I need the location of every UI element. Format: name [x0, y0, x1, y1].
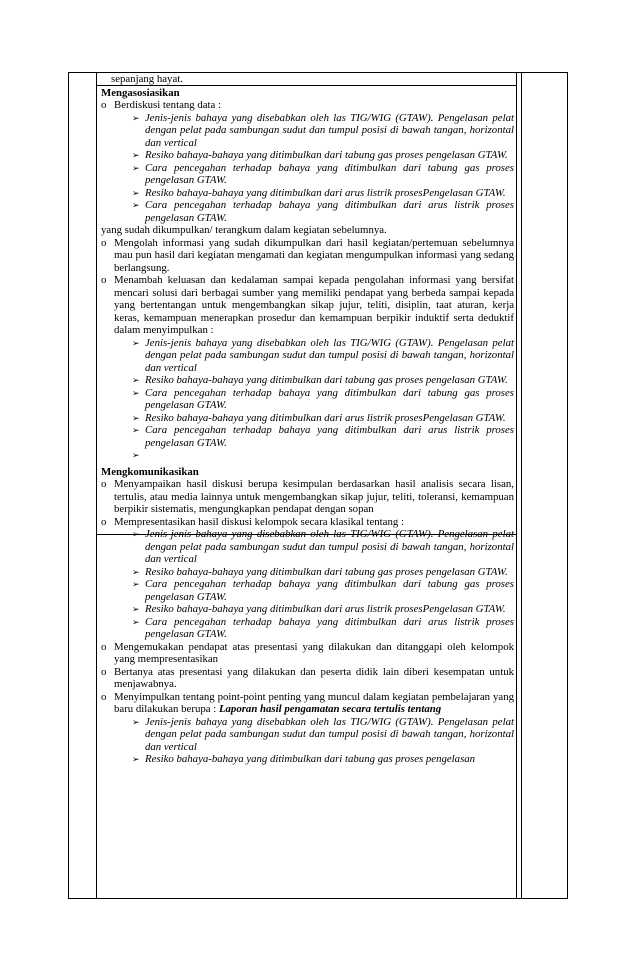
report-title: Laporan hasil pengamatan secara tertulis tentang — [218, 703, 442, 715]
arrow-list-item: ➢ Resiko bahaya-bahaya yang ditimbulkan dari arus listrik prosesPengelasan GTAW. — [132, 411, 506, 424]
arrow-list-item: ➢ Resiko bahaya-bahaya yang ditimbulkan dari arus listrik prosesPengelasan GTAW. — [132, 603, 506, 615]
circle-bullet-icon: o — [101, 274, 107, 286]
arrow-list-item: ➢ Resiko bahaya-bahaya yang ditimbulkan dari tabung gas proses pengelasan GTAW. — [132, 565, 508, 578]
arrow-list-item: ➢ Resiko bahaya-bahaya yang ditimbulkan dari arus listrik prosesPengelasan GTAW. — [132, 186, 506, 199]
column-divider — [516, 73, 517, 898]
list-item: o Mengolah informasi yang sudah dikumpulkan dari hasil kegiatan/pertemuan sebelumnya mau pun hasil dari kegiatan mengamati dan kegiatan mengumpulkan informasi yang sedang berlangsung. — [101, 236, 514, 274]
arrow-list-item: ➢ Cara pencegahan terhadap bahaya yang ditimbulkan dari arus listrik proses pengelasan GTAW. — [132, 199, 514, 224]
arrow-list-item: ➢ Cara pencegahan terhadap bahaya yang ditimbulkan dari tabung gas proses pengelasan GTAW. — [132, 386, 514, 411]
column-divider — [521, 73, 522, 898]
section-komunikasi — [101, 466, 514, 766]
arrow-bullet-icon: ➢ — [132, 579, 140, 589]
list-item: o Mempresentasikan hasil diskusi kelompok secara klasikal tentang : — [101, 515, 404, 528]
circle-bullet-icon: o — [101, 640, 107, 653]
section-heading: Mengasosiasikan — [101, 86, 180, 99]
arrow-bullet-icon: ➢ — [132, 566, 140, 577]
arrow-list-item: ➢ Jenis-jenis bahaya yang disebabkan oleh las TIG/WIG (GTAW). Pengelasan pelat dengan pelat pada sambungan sudut dan tumpul posisi di bawah tangan, horizontal dan vertical — [132, 111, 514, 149]
list-item: o Menyimpulkan tentang point-point penting yang muncul dalam kegiatan pembelajaran yang baru dilakukan berupa : Laporan hasil pengamatan secara tertulis tentang — [101, 690, 514, 715]
arrow-list-item: ➢ Cara pencegahan terhadap bahaya yang ditimbulkan dari arus listrik proses pengelasan GTAW. — [132, 615, 514, 640]
arrow-bullet-icon: ➢ — [132, 150, 140, 160]
arrow-bullet-icon: ➢ — [132, 112, 140, 123]
arrow-list-item — [101, 449, 514, 462]
arrow-list-item: ➢ Cara pencegahan terhadap bahaya yang ditimbulkan dari tabung gas proses pengelasan GTAW. — [132, 578, 514, 603]
arrow-bullet-icon: ➢ — [132, 387, 140, 398]
arrow-bullet-icon: ➢ — [132, 412, 140, 423]
list-item: o Berdiskusi tentang data : — [101, 99, 222, 111]
arrow-bullet-icon: ➢ — [132, 425, 140, 435]
circle-bullet-icon: o — [101, 236, 107, 249]
arrow-bullet-icon: ➢ — [132, 716, 140, 727]
list-trailer: yang sudah dikumpulkan/ terangkum dalam kegiatan sebelumnya. — [101, 224, 387, 236]
circle-bullet-icon: o — [101, 99, 107, 111]
arrow-list-item: ➢ Jenis-jenis bahaya yang disebabkan oleh las TIG/WIG (GTAW). Pengelasan pelat dengan pelat pada sambungan sudut dan tumpul posisi di bawah tangan, horizontal dan vertical — [132, 336, 514, 374]
arrow-list-item: ➢ Jenis-jenis bahaya yang disebabkan oleh las TIG/WIG (GTAW). Pengelasan pelat dengan pelat pada sambungan sudut dan tumpul posisi di bawah tangan, horizontal dan vertical — [132, 528, 514, 565]
arrow-bullet-icon: ➢ — [132, 162, 140, 173]
arrow-bullet-icon: ➢ — [132, 200, 140, 210]
arrow-bullet-icon: ➢ — [132, 187, 140, 198]
list-item: o Menambah keluasan dan kedalaman sampai kepada pengolahan informasi yang bersifat mencari solusi dari berbagai sumber yang memiliki pendapat yang berbeda sampai kepada yang bertentangan untuk mengembangkan sikap jujur, teliti, disiplin, taat aturan, kerja keras, kemampuan menerapkan prosedur dan kemampuan berpikir induktif serta deduktif dalam menyimpulkan : — [101, 274, 514, 336]
list-item: o Menyampaikan hasil diskusi berupa kesimpulan berdasarkan hasil analisis secara lisan, tertulis, atau media lainnya untuk mengembangkan sikap jujur, teliti, toleransi, kemampuan berpikir sistematis, mengungkapkan pendapat dengan sopan — [101, 478, 514, 515]
list-item: o Bertanya atas presentasi yang dilakukan dan peserta didik lain diberi kesempatan untuk menjawabnya. — [101, 665, 514, 690]
arrow-list-item: ➢ Cara pencegahan terhadap bahaya yang ditimbulkan dari arus listrik proses pengelasan GTAW. — [132, 424, 514, 449]
section-asosiasi — [101, 87, 514, 462]
circle-bullet-icon: o — [101, 665, 107, 678]
column-divider — [96, 73, 97, 898]
arrow-bullet-icon: ➢ — [132, 754, 140, 764]
circle-bullet-icon: o — [101, 478, 107, 490]
arrow-list-item: ➢ Cara pencegahan terhadap bahaya yang ditimbulkan dari tabung gas proses pengelasan GTAW. — [132, 161, 514, 186]
arrow-bullet-icon: ➢ — [132, 616, 140, 627]
arrow-bullet-icon: ➢ — [132, 529, 140, 539]
arrow-list-item: ➢ Resiko bahaya-bahaya yang ditimbulkan dari tabung gas proses pengelasan GTAW. — [132, 149, 508, 161]
arrow-list-item: ➢ Resiko bahaya-bahaya yang ditimbulkan dari tabung gas proses pengelasan GTAW. — [132, 374, 508, 386]
arrow-list-item: ➢ Resiko bahaya-bahaya yang ditimbulkan dari tabung gas proses pengelasan — [132, 753, 476, 765]
circle-bullet-icon: o — [101, 690, 107, 703]
activity-cell — [101, 73, 514, 766]
circle-bullet-icon: o — [101, 515, 107, 528]
arrow-bullet-icon: ➢ — [132, 337, 140, 348]
section-heading: Mengkomunikasikan — [101, 465, 199, 478]
arrow-bullet-icon: ➢ — [132, 450, 140, 460]
arrow-bullet-icon: ➢ — [132, 604, 140, 614]
list-item: o Mengemukakan pendapat atas presentasi yang dilakukan dan ditanggapi oleh kelompok yang mempresentasikan — [101, 640, 514, 665]
arrow-bullet-icon: ➢ — [132, 375, 140, 385]
arrow-list-item: ➢ Jenis-jenis bahaya yang disebabkan oleh las TIG/WIG (GTAW). Pengelasan pelat dengan pelat pada sambungan sudut dan tumpul posisi di bawah tangan, horizontal dan vertical — [132, 715, 514, 753]
row1-text: sepanjang hayat. — [111, 73, 183, 85]
lesson-table — [68, 72, 568, 899]
